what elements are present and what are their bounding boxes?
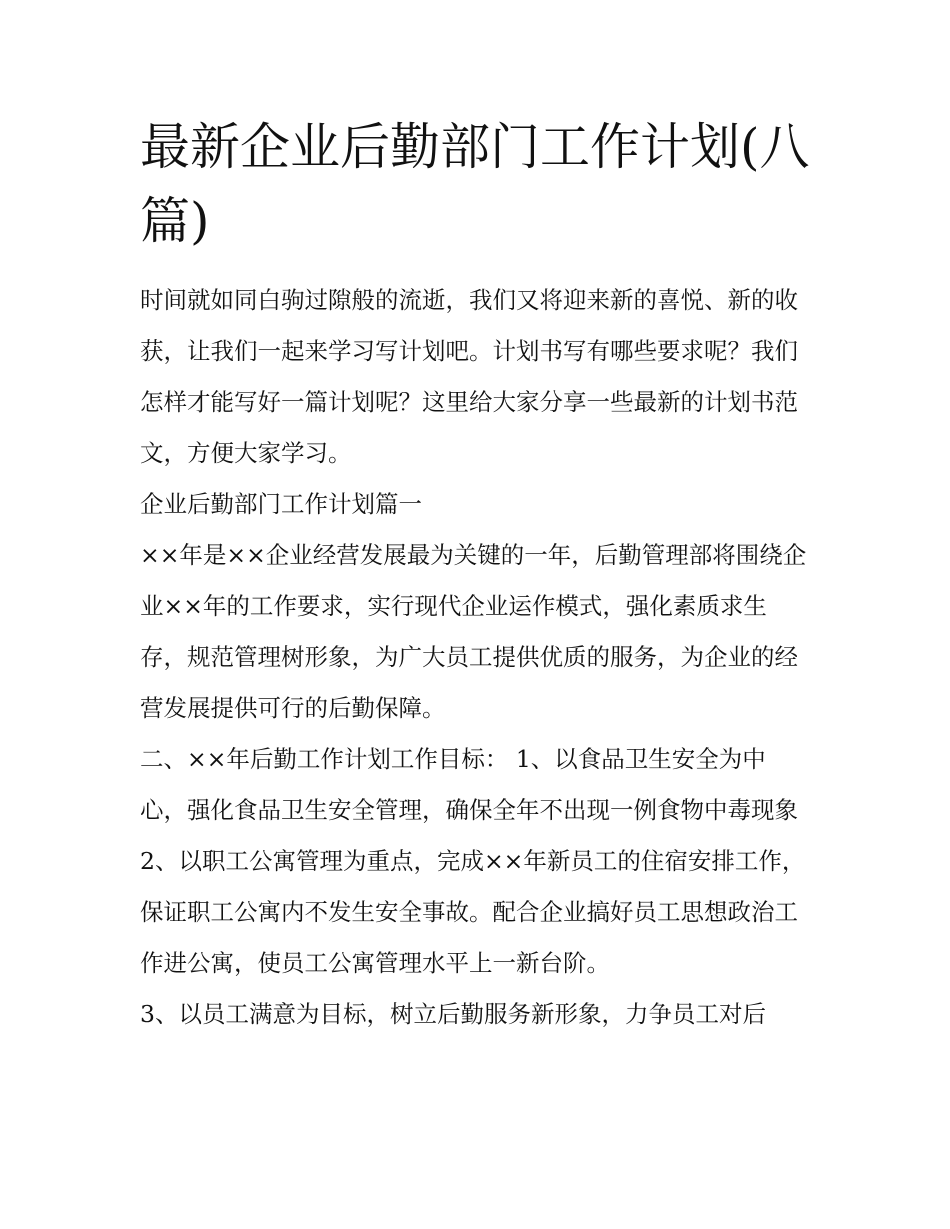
body-paragraph: 3、以员工满意为目标，树立后勤服务新形象，力争员工对后 <box>140 1000 766 1028</box>
document-body <box>140 275 812 1040</box>
page-title: 最新企业后勤部门工作计划(八篇) <box>140 118 810 250</box>
intro-paragraph: 时间就如同白驹过隙般的流逝，我们又将迎来新的喜悦、新的收获，让我们一起来学习写计划吧。计划书写有哪些要求呢？我们怎样才能写好一篇计划呢？这里给大家分享一些最新的计划书范文，方便大家学习。 <box>140 286 798 467</box>
body-paragraph: 2、以职工公寓管理为重点，完成××年新员工的住宿安排工作，保证职工公寓内不发生安全事故。配合企业搞好员工思想政治工作进公寓，使员工公寓管理水平上一新台阶。 <box>140 847 806 977</box>
body-paragraph: 二、××年后勤工作计划工作目标： 1、以食品卫生安全为中心，强化食品卫生安全管理，确保全年不出现一例食物中毒现象 <box>140 745 798 824</box>
body-paragraph: ××年是××企业经营发展最为关键的一年，后勤管理部将围绕企业××年的工作要求，实行现代企业运作模式，强化素质求生存，规范管理树形象，为广大员工提供优质的服务，为企业的经营发展提供可行的后勤保障。 <box>140 541 807 722</box>
section-heading: 企业后勤部门工作计划篇一 <box>140 490 422 518</box>
